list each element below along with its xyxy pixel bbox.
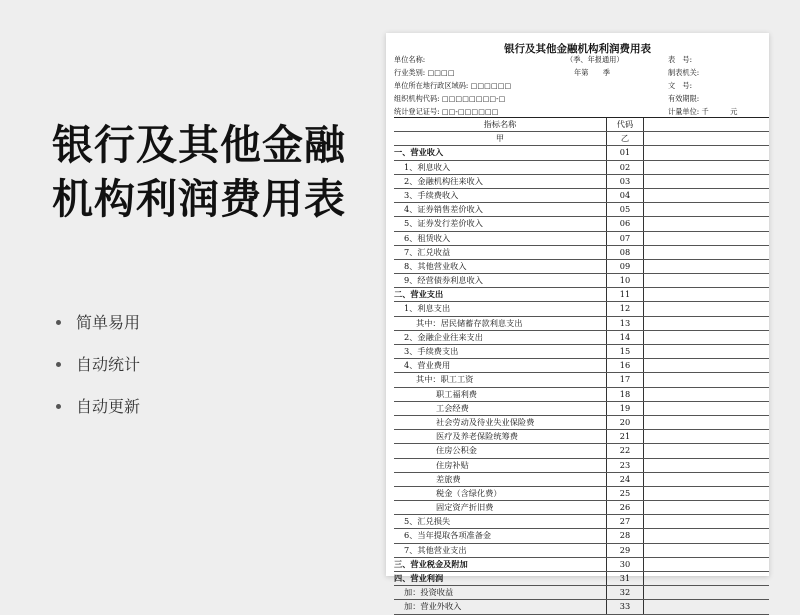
table-row	[394, 260, 769, 274]
row-code: 05	[606, 203, 644, 216]
row-code: 10	[606, 274, 644, 287]
row-value-cell	[643, 558, 769, 571]
row-value-cell	[643, 260, 769, 273]
row-value-cell	[643, 203, 769, 216]
row-label	[394, 586, 606, 599]
table-row	[394, 246, 769, 260]
row-label-text: 其中：职工工资	[416, 374, 474, 385]
row-code: 07	[606, 232, 644, 245]
row-value-cell	[643, 586, 769, 599]
meta-reg-no: 统计登记证号: □□-□□□□□□	[394, 107, 499, 116]
row-value-cell	[643, 175, 769, 188]
row-label	[394, 302, 606, 315]
row-label	[394, 146, 606, 159]
row-label-text: 加：投资收益	[404, 587, 454, 598]
row-code: 04	[606, 189, 644, 202]
row-value-cell	[643, 302, 769, 315]
row-code: 24	[606, 473, 644, 486]
row-code: 14	[606, 331, 644, 344]
table-row	[394, 302, 769, 316]
row-label-text: 7、其他营业支出	[404, 544, 467, 555]
row-value-cell	[643, 373, 769, 386]
table-row	[394, 459, 769, 473]
row-label-text: 住房补贴	[436, 459, 469, 470]
row-label	[394, 317, 606, 330]
row-label	[394, 246, 606, 259]
hero-title-line-1: 银行及其他金融	[52, 121, 346, 169]
row-label-text: 其中：居民储蓄存款利息支出	[416, 317, 523, 328]
meta-period-note: （季、年报通用）	[566, 55, 624, 64]
hero-title	[52, 118, 346, 226]
row-value-cell	[643, 345, 769, 358]
row-label	[394, 331, 606, 344]
row-label	[394, 345, 606, 358]
row-value-cell	[643, 232, 769, 245]
row-code: 08	[606, 246, 644, 259]
table-row	[394, 146, 769, 160]
row-label	[394, 600, 606, 613]
row-label	[394, 501, 606, 514]
table-row	[394, 544, 769, 558]
table-row	[394, 501, 769, 515]
row-label	[394, 572, 606, 585]
bullet-icon	[56, 362, 61, 367]
row-code: 01	[606, 146, 644, 159]
row-code: 06	[606, 217, 644, 230]
row-label	[394, 203, 606, 216]
row-value-cell	[643, 529, 769, 542]
hero-title-line-2: 机构利润费用表	[52, 175, 346, 223]
row-label	[394, 359, 606, 372]
table-row	[394, 473, 769, 487]
row-label	[394, 515, 606, 528]
row-label-text: 5、汇兑损失	[404, 516, 451, 527]
table-row	[394, 331, 769, 345]
meta-industry: 行业类别: □□□□	[394, 68, 455, 77]
subheader-indicator: 甲	[495, 133, 505, 144]
table-row	[394, 416, 769, 430]
row-label	[394, 444, 606, 457]
row-code: 26	[606, 501, 644, 514]
row-label	[394, 388, 606, 401]
row-value-cell	[643, 501, 769, 514]
header-value	[643, 118, 769, 131]
row-label-text: 3、手续费支出	[404, 346, 459, 356]
meta-issuer: 制表机关:	[668, 68, 700, 77]
table-row	[394, 515, 769, 529]
row-code: 27	[606, 515, 644, 528]
row-code: 15	[606, 345, 644, 358]
table-row	[394, 444, 769, 458]
row-value-cell	[643, 444, 769, 457]
row-label	[394, 558, 606, 571]
row-code: 03	[606, 175, 644, 188]
row-value-cell	[643, 317, 769, 330]
row-code: 02	[606, 161, 644, 174]
table-row	[394, 345, 769, 359]
row-value-cell	[643, 274, 769, 287]
feature-item	[56, 396, 140, 417]
row-label-text: 二、营业支出	[394, 289, 444, 300]
row-label	[394, 161, 606, 174]
row-value-cell	[643, 402, 769, 415]
row-label	[394, 487, 606, 500]
row-label-text: 医疗及养老保险统筹费	[436, 431, 518, 442]
row-value-cell	[643, 217, 769, 230]
row-label-text: 社会劳动及待业失业保险费	[436, 416, 535, 427]
report-table	[394, 117, 769, 615]
feature-list	[56, 312, 140, 438]
meta-unit: 计量单位: 千 元	[668, 107, 738, 116]
row-value-cell	[643, 331, 769, 344]
row-value-cell	[643, 600, 769, 613]
row-label-text: 职工福利费	[436, 388, 477, 399]
meta-unit-name: 单位名称:	[394, 55, 426, 64]
row-label	[394, 402, 606, 415]
bullet-icon	[56, 404, 61, 409]
row-value-cell	[643, 572, 769, 585]
row-value-cell	[643, 430, 769, 443]
header-indicator-name: 指标名称	[483, 119, 517, 129]
subheader-value	[643, 132, 769, 145]
row-label-text: 4、营业费用	[404, 360, 451, 371]
table-row	[394, 317, 769, 331]
row-value-cell	[643, 515, 769, 528]
row-value-cell	[643, 416, 769, 429]
table-row	[394, 430, 769, 444]
table-row	[394, 586, 769, 600]
row-code: 09	[606, 260, 644, 273]
row-code: 22	[606, 444, 644, 457]
row-value-cell	[643, 246, 769, 259]
table-subheader	[394, 132, 769, 146]
row-label-text: 1、利息收入	[404, 161, 451, 172]
row-label	[394, 232, 606, 245]
row-label	[394, 175, 606, 188]
feature-item	[56, 312, 140, 333]
row-code: 23	[606, 459, 644, 472]
row-label	[394, 529, 606, 542]
row-value-cell	[643, 189, 769, 202]
row-label	[394, 217, 606, 230]
table-row	[394, 487, 769, 501]
row-value-cell	[643, 459, 769, 472]
row-code: 21	[606, 430, 644, 443]
subheader-code: 乙	[606, 132, 644, 145]
row-code: 28	[606, 529, 644, 542]
header-code: 代码	[606, 118, 644, 131]
table-header	[394, 118, 769, 132]
meta-form-no: 表 号:	[668, 55, 692, 64]
row-value-cell	[643, 161, 769, 174]
row-label	[394, 274, 606, 287]
bullet-icon	[56, 320, 61, 325]
row-label-text: 1、利息支出	[404, 303, 451, 314]
row-label-text: 8、其他营业收入	[404, 260, 467, 271]
row-code: 25	[606, 487, 644, 500]
row-label-text: 四、营业利润	[394, 573, 444, 583]
row-code: 19	[606, 402, 644, 415]
table-row	[394, 161, 769, 175]
document-preview	[386, 33, 769, 612]
table-row	[394, 288, 769, 302]
row-label-text: 工会经费	[436, 402, 469, 413]
row-value-cell	[643, 487, 769, 500]
row-label	[394, 473, 606, 486]
row-label-text: 一、营业收入	[394, 147, 444, 158]
row-label-text: 2、金融企业往来支出	[404, 331, 483, 342]
table-row	[394, 600, 769, 614]
row-code: 20	[606, 416, 644, 429]
row-code: 11	[606, 288, 644, 301]
row-code: 16	[606, 359, 644, 372]
row-label-text: 差旅费	[436, 473, 461, 484]
row-label	[394, 288, 606, 301]
row-label-text: 三、营业税金及附加	[394, 558, 468, 569]
row-code: 29	[606, 544, 644, 557]
row-code: 17	[606, 373, 644, 386]
row-label-text: 4、证券销售差价收入	[404, 204, 483, 215]
document-title: 银行及其他金融机构利润费用表	[504, 43, 651, 55]
row-label-text: 3、手续费收入	[404, 189, 459, 200]
row-code: 33	[606, 600, 644, 613]
row-label-text: 6、当年提取各项准备金	[404, 530, 492, 541]
row-value-cell	[643, 359, 769, 372]
row-label	[394, 544, 606, 557]
table-body	[394, 146, 769, 614]
row-label	[394, 189, 606, 202]
row-label	[394, 373, 606, 386]
row-code: 30	[606, 558, 644, 571]
meta-valid-until: 有效期限:	[668, 94, 700, 103]
row-value-cell	[643, 473, 769, 486]
table-row	[394, 529, 769, 543]
meta-year-quarter: 年第 季	[574, 68, 610, 77]
row-label-text: 9、经营债券利息收入	[404, 275, 483, 286]
table-row	[394, 359, 769, 373]
row-value-cell	[643, 544, 769, 557]
row-label-text: 5、证券发行差价收入	[404, 218, 483, 229]
row-code: 13	[606, 317, 644, 330]
table-row	[394, 558, 769, 572]
meta-org-code: 组织机构代码: □□□□□□□□-□	[394, 94, 506, 103]
table-row	[394, 373, 769, 387]
row-label	[394, 416, 606, 429]
feature-item	[56, 354, 140, 375]
table-row	[394, 388, 769, 402]
feature-label: 自动更新	[76, 397, 141, 416]
row-value-cell	[643, 388, 769, 401]
row-code: 18	[606, 388, 644, 401]
feature-label: 自动统计	[76, 355, 141, 374]
row-label-text: 税金（含绿化费）	[436, 487, 502, 498]
row-label-text: 住房公积金	[436, 445, 477, 456]
table-row	[394, 189, 769, 203]
table-row	[394, 402, 769, 416]
table-row	[394, 274, 769, 288]
row-label-text: 加：营业外收入	[404, 601, 462, 612]
table-row	[394, 572, 769, 586]
table-row	[394, 232, 769, 246]
row-code: 31	[606, 572, 644, 585]
feature-label: 简单易用	[76, 313, 141, 332]
row-code: 32	[606, 586, 644, 599]
row-label-text: 6、租赁收入	[404, 232, 451, 243]
table-row	[394, 217, 769, 231]
row-code: 12	[606, 302, 644, 315]
meta-region: 单位所在地行政区域码: □□□□□□	[394, 81, 512, 90]
row-value-cell	[643, 288, 769, 301]
row-label-text: 2、金融机构往来收入	[404, 175, 483, 186]
table-row	[394, 203, 769, 217]
row-label-text: 7、汇兑收益	[404, 246, 451, 257]
row-label	[394, 260, 606, 273]
row-label	[394, 430, 606, 443]
table-row	[394, 175, 769, 189]
row-label	[394, 459, 606, 472]
row-value-cell	[643, 146, 769, 159]
meta-doc-no: 文 号:	[668, 81, 692, 90]
row-label-text: 固定资产折旧费	[436, 502, 494, 513]
